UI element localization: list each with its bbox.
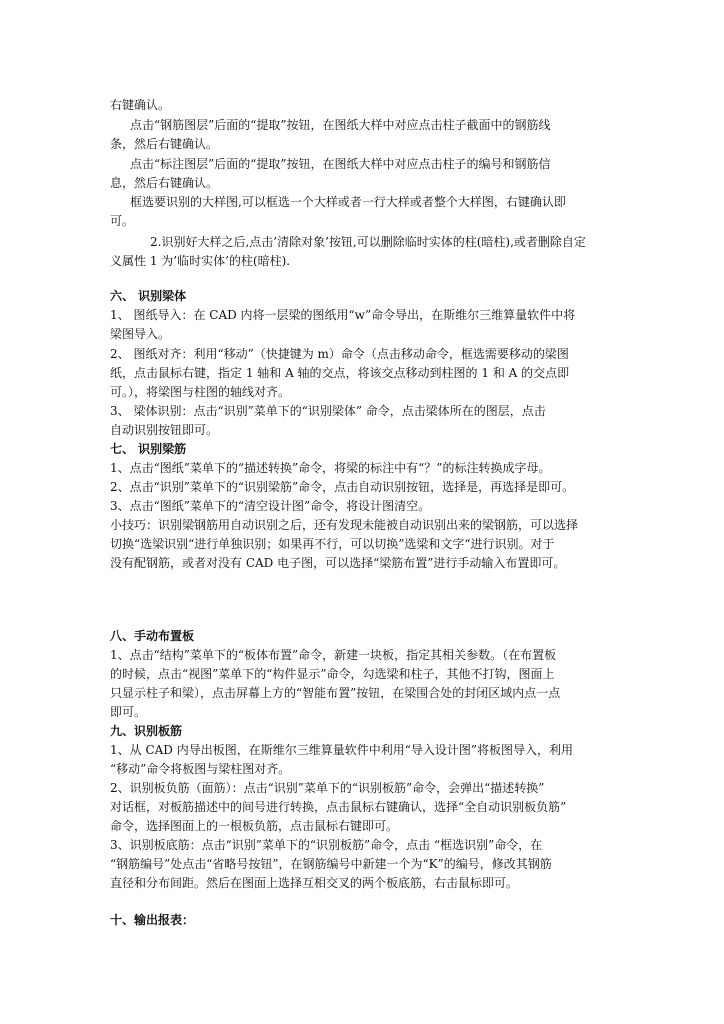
text-line: 小技巧：识别梁钢筋用自动识别之后，还有发现未能被自动识别出来的梁钢筋，可以选择 (110, 518, 579, 532)
text-line: 3、点击“图纸”菜单下的“清空设计图”命令，将设计图清空。 (110, 499, 431, 513)
text-line: “钢筋编号”处点击“省略号按钮”，在钢筋编号中新建一个为“K”的编号，修改其钢筋 (110, 857, 552, 871)
text-line: 义属性 1 为’临时实体’的柱(暗柱). (110, 254, 291, 268)
text-line: 点击“标注图层”后面的“提取”按钮，在图纸大样中对应点击柱子的编号和钢筋信 (130, 157, 551, 171)
text-line: 2.识别好大样之后,点击’清除对象’按钮,可以删除临时实体的柱(暗柱),或者删除自定 (150, 235, 586, 249)
text-line: 可。），将梁图与柱图的轴线对齐。 (110, 385, 291, 399)
text-line: 2、 图纸对齐：利用“移动”（快捷键为 m）命令（点击移动命令，框选需要移动的梁图 (110, 347, 569, 361)
text-line: 2、点击“识别”菜单下的“识别梁筋”命令，点击自动识别按钮，选择是，再选择是即可。 (110, 480, 575, 494)
text-line: 3、识别板底筋：点击“识别”菜单下的“识别板筋”命令，点击 “框选识别”命令，在 (110, 838, 543, 852)
text-line: 1、 图纸导入：在 CAD 内将一层梁的图纸用“w”命令导出，在斯维尔三维算量软件中将 (110, 308, 576, 322)
text-line: 切换“选梁识别“进行单独识别；如果再不行，可以切换”选梁和文字“进行识别。对于 (110, 537, 555, 551)
text-line: 右键确认。 (110, 98, 171, 112)
section-heading: 十、输出报表： (110, 913, 195, 927)
text-line: 只显示柱子和梁），点击屏幕上方的“智能布置”按钮，在梁围合处的封闭区域内点一点 (110, 686, 561, 700)
text-line: 条，然后右键确认。 (110, 137, 219, 151)
section-heading: 六、 识别梁体 (110, 289, 187, 303)
text-line: 即可。 (110, 705, 147, 719)
text-line: 3、 梁体识别：点击“识别”菜单下的“识别梁体” 命令，点击梁体所在的图层，点击 (110, 404, 546, 418)
text-line: 自动识别按钮即可。 (110, 423, 219, 437)
section-heading: 八、手动布置板 (110, 629, 195, 643)
text-line: 纸，点击鼠标右键，指定 1 轴和 A 轴的交点，将该交点移动到柱图的 1 和 A 的交点即 (110, 366, 570, 380)
text-line: 的时候，点击“视图”菜单下的“构件显示”命令，勾选梁和柱子，其他不打钩，图面上 (110, 667, 555, 681)
text-line: 命令，选择图面上的一根板负筋，点击鼠标右键即可。 (110, 819, 399, 833)
text-line: 点击“钢筋图层”后面的“提取”按钮，在图纸大样中对应点击柱子截面中的钢筋线 (130, 118, 551, 132)
text-line: 直径和分布间距。然后在图面上选择互相交叉的两个板底筋，右击鼠标即可。 (110, 876, 519, 890)
section-heading: 九、识别板筋 (110, 724, 183, 738)
text-line: 可。 (110, 214, 135, 228)
text-line: 1、从 CAD 内导出板图，在斯维尔三维算量软件中利用“导入设计图”将板图导入，利用 (110, 743, 574, 757)
text-line: 对话框，对板筋描述中的间号进行转换，点击鼠标右键确认，选择“全自动识别板负筋” (110, 800, 567, 814)
text-line: “移动”命令将板图与梁柱图对齐。 (110, 762, 291, 776)
text-line: 梁图导入。 (110, 327, 171, 341)
text-line: 2、识别板负筋（面筋）：点击“识别”菜单下的“识别板筋”命令，会弹出“描述转换” (110, 781, 545, 795)
section-heading: 七、 识别梁筋 (110, 442, 187, 456)
text-line: 息，然后右键确认。 (110, 176, 219, 190)
text-line: 没有配钢筋，或者对没有 CAD 电子图，可以选择“梁筋布置”进行手动输入布置即可。 (110, 556, 566, 570)
text-line: 1、点击“结构”菜单下的“板体布置”命令，新建一块板，指定其相关参数。（在布置板 (110, 648, 557, 662)
text-line: 1、点击“图纸”菜单下的“描述转换”命令，将梁的标注中有“？”的标注转换成字母。 (110, 461, 551, 475)
text-line: 框选要识别的大样图,可以框选一个大样或者一行大样或者整个大样图，右键确认即 (130, 195, 566, 209)
